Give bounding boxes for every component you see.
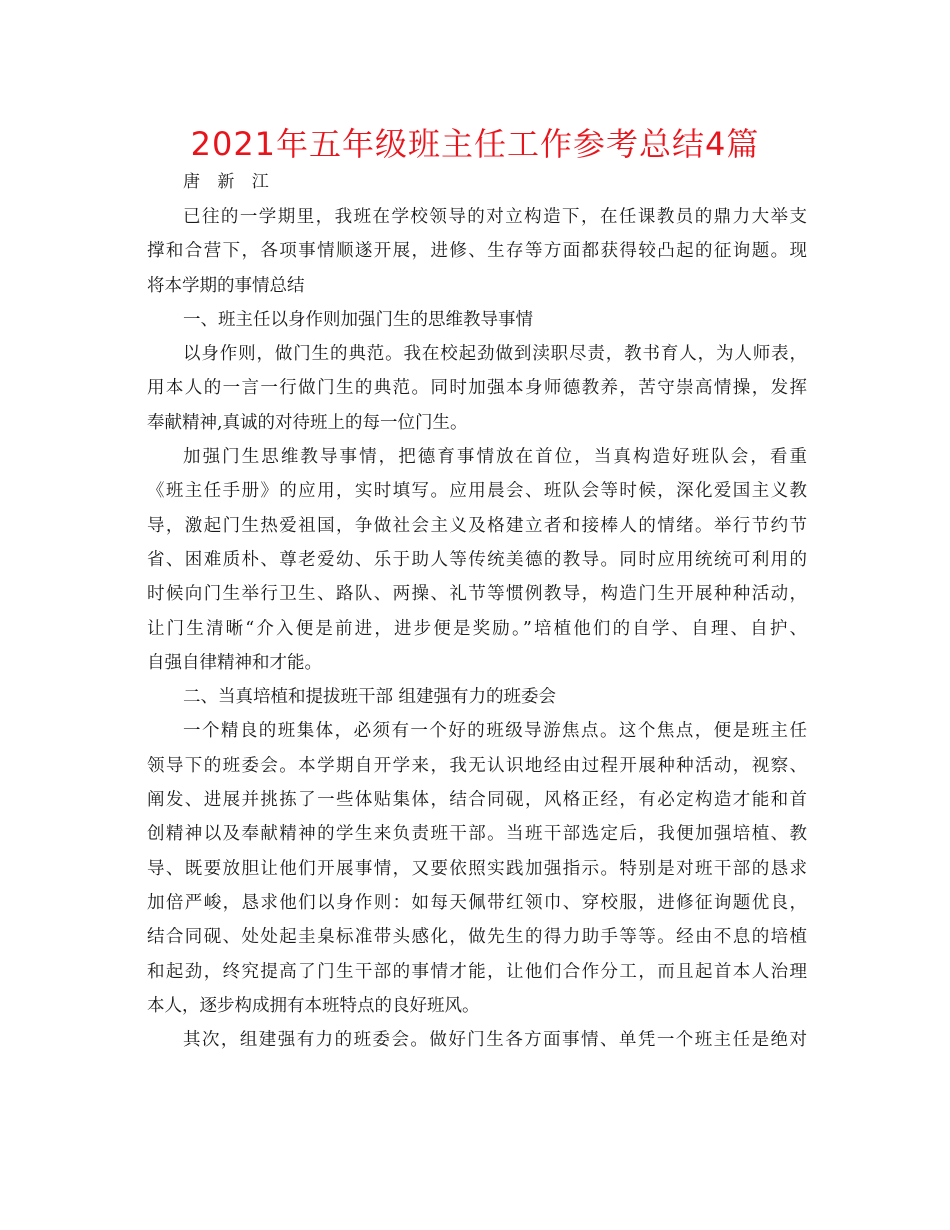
body-line: 让门生清晰“介入便是前进，进步便是奖励。”培植他们的自学、自理、自护、	[147, 618, 807, 639]
body-line: 加强门生思维教导事情，把德育事情放在首位，当真构造好班队会，看重	[183, 447, 807, 468]
document-title: 2021年五年级班主任工作参考总结4篇	[190, 125, 760, 163]
body-line: 以身作则，做门生的典范。我在校起劲做到渎职尽责，教书育人，为人师表，	[183, 344, 807, 365]
body-line: 省、困难质朴、尊老爱幼、乐于助人等传统美德的教导。同时应用统统可利用的	[147, 549, 807, 570]
body-line: 已往的一学期里，我班在学校领导的对立构造下，在任课教员的鼎力大举支	[183, 207, 807, 227]
body-line: 自强自律精神和才能。	[147, 652, 322, 673]
body-line: 《班主任手册》的应用，实时填写。应用晨会、班队会等时候，深化爱国主义教	[147, 481, 807, 502]
body-line: 创精神以及奉献精神的学生来负责班干部。当班干部选定后，我便加强培植、教	[147, 824, 807, 845]
body-line: 阐发、进展并挑拣了一些体贴集体，结合同砚，风格正经，有必定构造才能和首	[147, 790, 807, 811]
document-body	[147, 200, 807, 1057]
body-line: 撑和合营下，各项事情顺遂开展，进修、生存等方面都获得较凸起的征询题。现	[147, 241, 807, 262]
document-author: 唐 新 江	[183, 172, 275, 192]
body-line: 结合同砚、处处起圭臬标准带头感化，做先生的得力助手等等。经由不息的培植	[147, 927, 807, 948]
body-line: 其次，组建强有力的班委会。做好门生各方面事情、单凭一个班主任是绝对	[183, 1030, 807, 1051]
body-line: 时候向门生举行卫生、路队、两操、礼节等惯例教导，构造门生开展种种活动，	[147, 584, 807, 605]
body-line: 加倍严峻，恳求他们以身作则：如每天佩带红领巾、穿校服，进修征询题优良，	[147, 892, 807, 913]
body-line: 导、既要放胆让他们开展事情，又要依照实践加强指示。特别是对班干部的恳求	[147, 858, 807, 879]
body-line: 导，激起门生热爱祖国，争做社会主义及格建立者和接棒人的情绪。举行节约节	[147, 515, 807, 536]
body-line: 奉献精神,真诚的对待班上的每一位门生。	[147, 412, 468, 433]
body-line: 一个精良的班集体，必须有一个好的班级导游焦点。这个焦点，便是班主任	[183, 721, 807, 742]
body-line: 用本人的一言一行做门生的典范。同时加强本身师德教养，苦守崇高情操，发挥	[147, 378, 807, 399]
body-line: 本人，逐步构成拥有本班特点的良好班风。	[147, 995, 480, 1016]
body-line: 将本学期的事情总结	[147, 275, 305, 296]
body-line: 和起劲，终究提高了门生干部的事情才能，让他们合作分工，而且起首本人治理	[147, 961, 807, 982]
body-line: 二、当真培植和提拔班干部 组建强有力的班委会	[183, 687, 557, 708]
body-line: 一、班主任以身作则加强门生的思维教导事情	[183, 309, 533, 330]
body-line: 领导下的班委会。本学期自开学来，我无认识地经由过程开展种种活动，视察、	[147, 755, 807, 776]
